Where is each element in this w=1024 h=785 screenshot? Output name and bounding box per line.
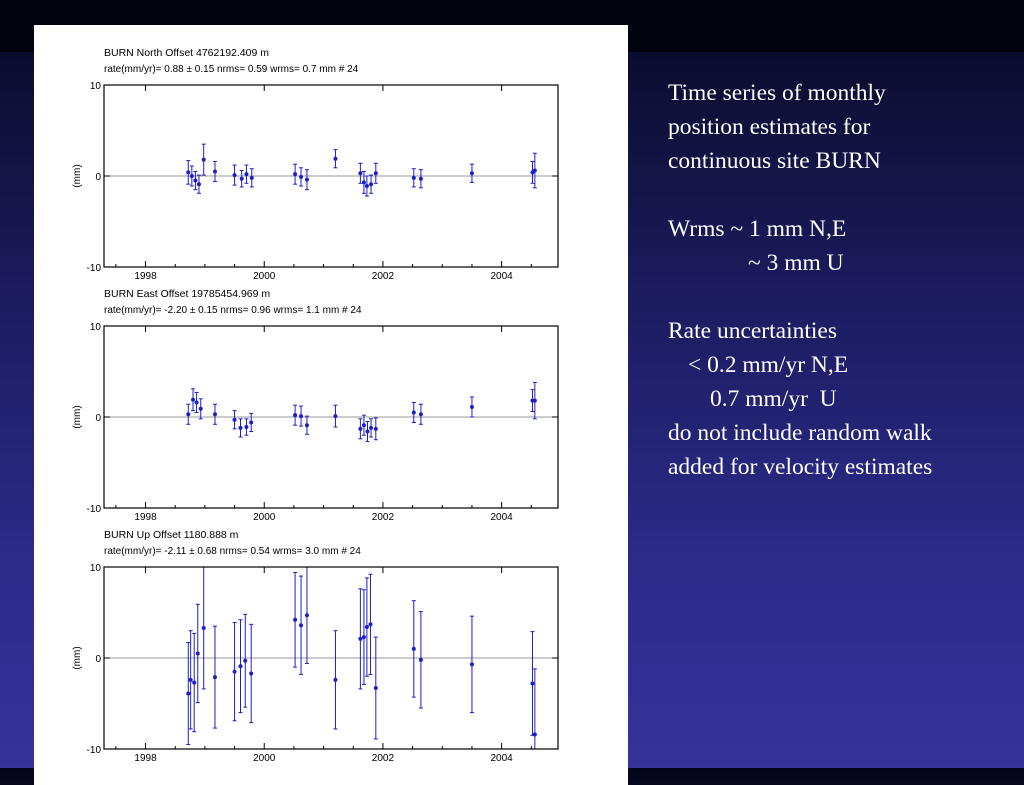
caption-line: 0.7 mm/yr U <box>710 386 837 412</box>
chart-1-data-point <box>233 418 237 422</box>
chart-2-data-point <box>192 681 196 685</box>
chart-2-y-tick-label: 0 <box>95 654 101 665</box>
chart-1-data-point <box>244 425 248 429</box>
chart-0-y-axis-label: (mm) <box>72 164 83 188</box>
chart-1-data-point <box>470 405 474 409</box>
chart-0-data-point <box>369 182 373 186</box>
chart-1-subtitle: rate(mm/yr)= -2.20 ± 0.15 nrms= 0.96 wrms= 1.1 mm # 24 <box>104 305 362 316</box>
up-offset-chart <box>34 523 628 767</box>
chart-1-x-tick-label: 2004 <box>490 512 513 523</box>
chart-1-x-tick-label: 2000 <box>253 512 276 523</box>
chart-1-y-tick-label: 0 <box>95 413 101 424</box>
chart-0-y-tick-label: 10 <box>89 81 101 92</box>
caption-line: Rate uncertainties <box>668 318 837 344</box>
chart-1-data-point <box>358 427 362 431</box>
chart-2-y-tick-label: -10 <box>86 745 101 756</box>
chart-2-data-point <box>213 675 217 679</box>
chart-2-data-point <box>365 625 369 629</box>
chart-1-y-tick-label: -10 <box>86 504 101 515</box>
chart-2-title: BURN Up Offset 1180.888 m <box>104 529 239 541</box>
chart-0-data-point <box>202 158 206 162</box>
chart-2-y-axis-label: (mm) <box>72 646 83 670</box>
chart-1-x-tick-label: 1998 <box>134 512 157 523</box>
chart-0-subtitle: rate(mm/yr)= 0.88 ± 0.15 nrms= 0.59 wrms= 0.7 mm # 24 <box>104 64 359 75</box>
chart-1-data-point <box>186 412 190 416</box>
chart-1-y-axis-label: (mm) <box>72 405 83 429</box>
chart-0-data-point <box>358 171 362 175</box>
chart-0-data-point <box>193 179 197 183</box>
chart-1-data-point <box>199 407 203 411</box>
chart-2-data-point <box>238 664 242 668</box>
chart-2-data-point <box>533 732 537 736</box>
chart-2-data-point <box>333 678 337 682</box>
chart-0-data-point <box>419 177 423 181</box>
chart-0-data-point <box>233 173 237 177</box>
chart-1-data-point <box>238 426 242 430</box>
caption-line: Wrms ~ 1 mm N,E <box>668 216 847 242</box>
chart-0-data-point <box>305 178 309 182</box>
caption-line: do not include random walk <box>668 420 932 446</box>
chart-0-x-tick-label: 2004 <box>490 271 513 282</box>
east-offset-chart <box>34 282 628 526</box>
caption-line: Time series of monthly <box>668 80 886 106</box>
chart-0-data-point <box>412 176 416 180</box>
chart-2-data-point <box>530 681 534 685</box>
chart-0-data-point <box>244 172 248 176</box>
chart-0-y-tick-label: -10 <box>86 263 101 274</box>
north-offset-chart <box>34 41 628 285</box>
caption-line: continuous site BURN <box>668 148 881 174</box>
chart-0-data-point <box>186 170 190 174</box>
caption-line: added for velocity estimates <box>668 454 933 480</box>
chart-2-data-point <box>368 622 372 626</box>
caption-text <box>668 76 1018 484</box>
chart-2-x-tick-label: 2004 <box>490 753 513 764</box>
chart-2-data-point <box>186 691 190 695</box>
chart-2-data-point <box>358 637 362 641</box>
chart-1-data-point <box>293 413 297 417</box>
chart-1-data-point <box>305 423 309 427</box>
chart-2-y-tick-label: 10 <box>89 563 101 574</box>
chart-1-data-point <box>213 412 217 416</box>
chart-2-subtitle: rate(mm/yr)= -2.11 ± 0.68 nrms= 0.54 wrms= 3.0 mm # 24 <box>104 546 361 557</box>
chart-0-x-tick-label: 2000 <box>253 271 276 282</box>
chart-0-data-point <box>213 169 217 173</box>
chart-0-title: BURN North Offset 4762192.409 m <box>104 47 269 59</box>
chart-0-data-point <box>374 171 378 175</box>
chart-0-data-point <box>533 169 537 173</box>
chart-1-data-point <box>374 427 378 431</box>
chart-1-data-point <box>191 398 195 402</box>
chart-0-data-point <box>190 174 194 178</box>
chart-2-x-tick-label: 1998 <box>134 753 157 764</box>
chart-1-x-tick-label: 2002 <box>371 512 395 523</box>
chart-1-data-point <box>419 412 423 416</box>
chart-1-data-point <box>249 420 253 424</box>
chart-2-data-point <box>293 618 297 622</box>
chart-1-title: BURN East Offset 19785454.969 m <box>104 288 271 300</box>
chart-1-data-point <box>299 414 303 418</box>
chart-0-data-point <box>240 177 244 181</box>
chart-1-data-point <box>412 410 416 414</box>
chart-1-data-point <box>333 414 337 418</box>
caption-spacer <box>668 178 1018 212</box>
caption-line: ~ 3 mm U <box>748 250 844 276</box>
chart-2-data-point <box>412 647 416 651</box>
chart-0-x-tick-label: 1998 <box>134 271 157 282</box>
chart-0-data-point <box>250 176 254 180</box>
chart-1-data-point <box>362 423 366 427</box>
chart-2-data-point <box>419 658 423 662</box>
chart-1-data-point <box>195 400 199 404</box>
chart-2-x-tick-label: 2002 <box>371 753 395 764</box>
chart-2-data-point <box>243 659 247 663</box>
chart-1-data-point <box>533 399 537 403</box>
chart-1-data-point <box>369 426 373 430</box>
chart-2-x-tick-label: 2000 <box>253 753 276 764</box>
chart-2-data-point <box>362 635 366 639</box>
chart-0-x-tick-label: 2002 <box>371 271 395 282</box>
chart-0-data-point <box>299 175 303 179</box>
caption-spacer <box>668 280 1018 314</box>
chart-2-data-point <box>202 626 206 630</box>
chart-0-data-point <box>362 180 366 184</box>
chart-0-data-point <box>333 157 337 161</box>
chart-1-data-point <box>365 430 369 434</box>
time-series-figure <box>34 25 628 785</box>
chart-2-data-point <box>374 686 378 690</box>
caption-line: < 0.2 mm/yr N,E <box>688 352 849 378</box>
chart-2-data-point <box>305 613 309 617</box>
chart-0-data-point <box>470 171 474 175</box>
chart-1-y-tick-label: 10 <box>89 322 101 333</box>
chart-0-data-point <box>293 172 297 176</box>
chart-2-data-point <box>189 678 193 682</box>
chart-2-data-point <box>233 670 237 674</box>
caption-line: position estimates for <box>668 114 871 140</box>
chart-0-y-tick-label: 0 <box>95 172 101 183</box>
chart-2-data-point <box>470 662 474 666</box>
chart-0-data-point <box>365 184 369 188</box>
chart-2-data-point <box>299 623 303 627</box>
chart-2-data-point <box>249 671 253 675</box>
chart-0-data-point <box>197 182 201 186</box>
chart-2-data-point <box>196 651 200 655</box>
